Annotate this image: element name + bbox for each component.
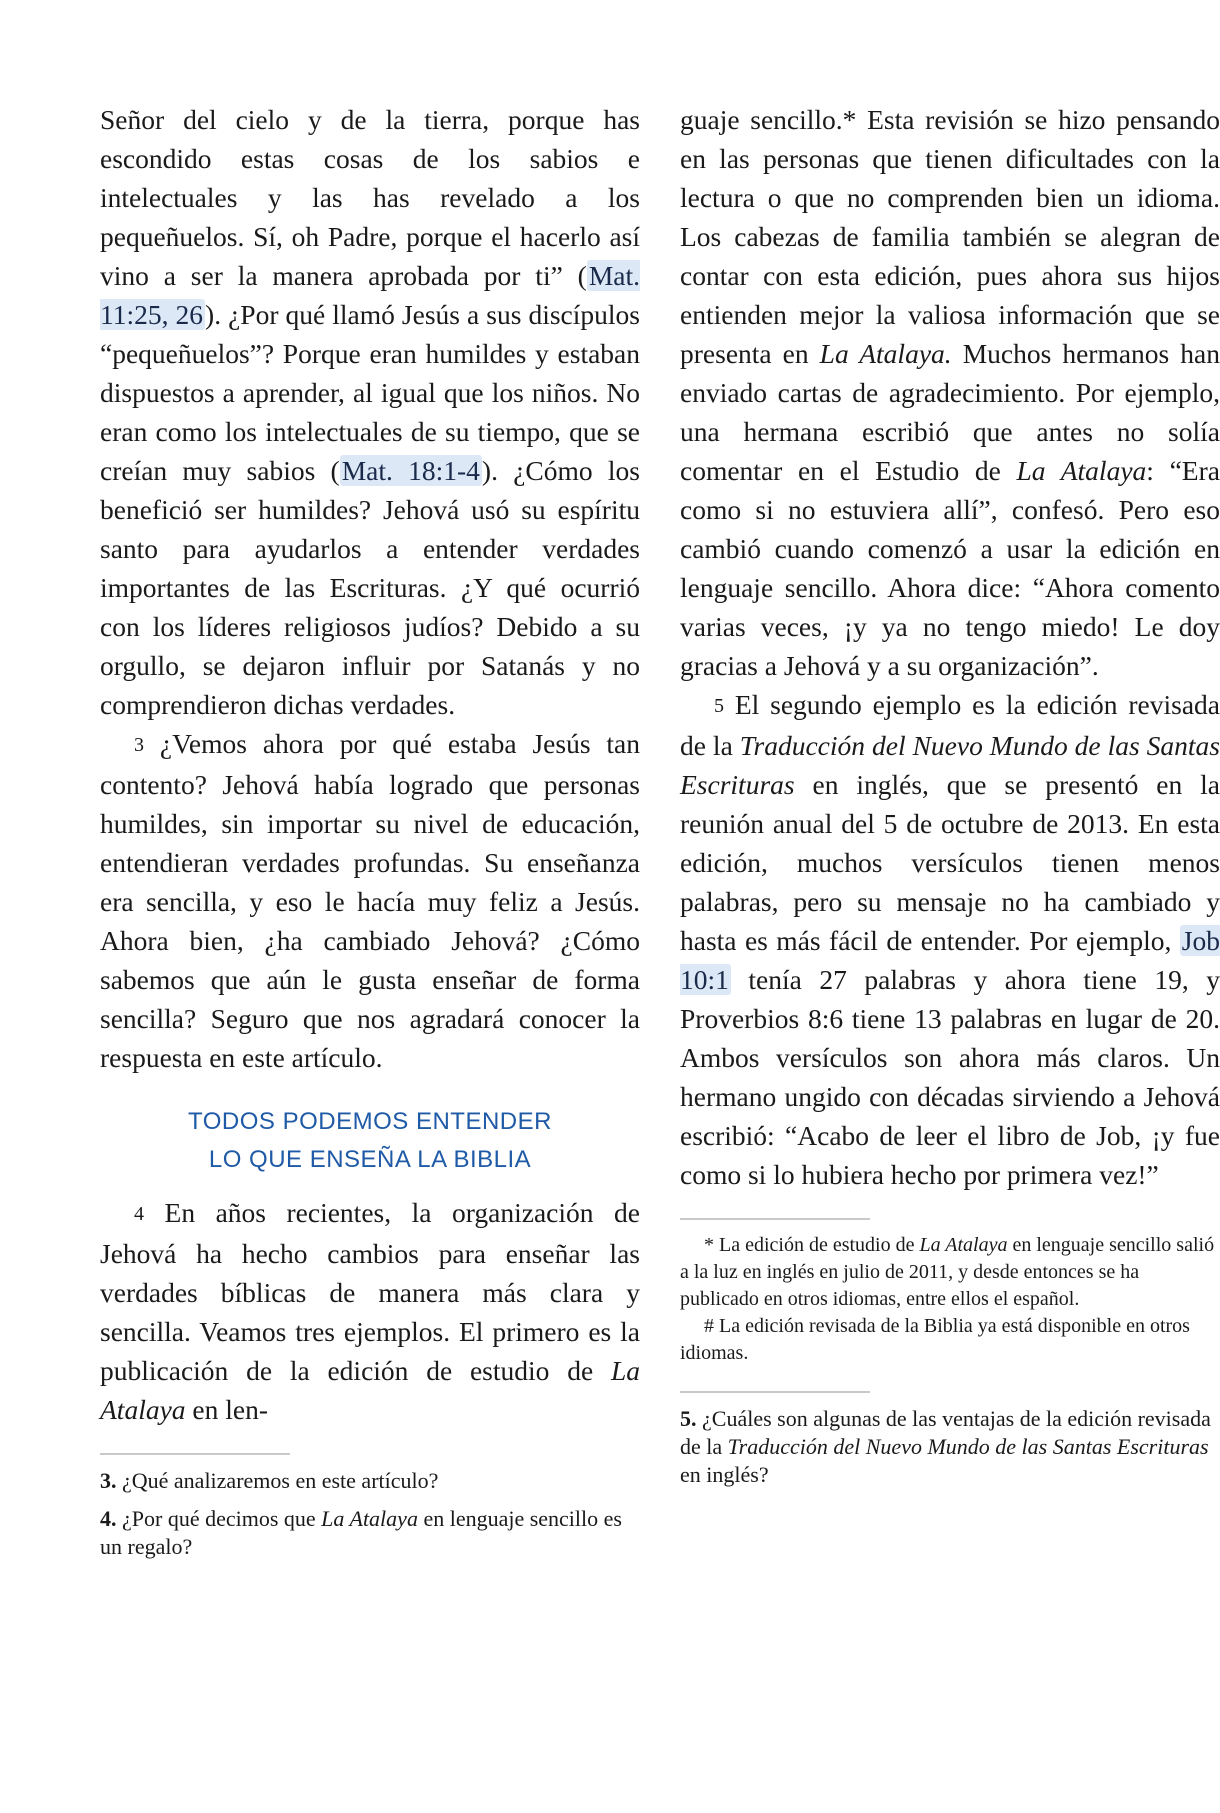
right-column: [680, 100, 1220, 1800]
footnote-1: * La edición de estudio de La Atalaya en lenguaje sencillo salió a la luz en inglés en julio de 2011, y desde entonces se ha publicado en otros idiomas, entre ellos el español.: [680, 1234, 1215, 1310]
scripture-link[interactable]: Job 10:1: [680, 925, 1220, 995]
divider: [680, 1218, 870, 1220]
paragraph-3: 3 ¿Vemos ahora por qué estaba Jesús tan contento? Jehová había logrado que personas humildes, sin importar su nivel de educación, entendieran verdades profundas. Su enseñanza era sencilla, y eso le hacía muy feliz a Jesús. Ahora bien, ¿ha cambiado Jehová? ¿Cómo sabemos que aún le gusta enseñar de forma sencilla? Seguro que nos agradará conocer la respuesta en este artículo.: [100, 728, 640, 1073]
scripture-link[interactable]: Mat. 18:1-4: [341, 455, 480, 486]
paragraph-4-continued: guaje sencillo.* Esta revisión se hizo pensando en las personas que tienen dificultades con la lectura o que no comprenden bien un idioma. Los cabezas de familia también se alegran de contar con esta edición, pues ahora sus hijos entienden mejor la valiosa información que se presenta en La Atalaya. Muchos hermanos han enviado cartas de agradecimiento. Por ejemplo, una hermana escribió que antes no solía comentar en el Estudio de La Atalaya: “Era como si no estuviera allí”, confesó. Pero eso cambió cuando comenzó a usar la edición en lenguaje sencillo. Ahora dice: “Ahora comento varias veces, ¡y ya no tengo miedo! Le doy gracias a Jehová y a su organización”.: [680, 104, 1220, 681]
right-column-inner: [680, 100, 1220, 1489]
scripture-link[interactable]: Mat. 11:25, 26: [100, 260, 640, 330]
divider: [680, 1391, 870, 1393]
study-question-4: 4. ¿Por qué decimos que La Atalaya en lenguaje sencillo es un regalo?: [100, 1506, 622, 1559]
paragraph-5: 5 El segundo ejemplo es la edición revisada de la Traducción del Nuevo Mundo de las Santas Escrituras en inglés, que se presentó en la reunión anual del 5 de octubre de 2013. En esta edición, muchos versículos tienen menos palabras, pero su mensaje no ha cambiado y hasta es más fácil de entender. Por ejemplo, Job 10:1 tenía 27 palabras y ahora tiene 19, y Proverbios 8:6 tiene 13 palabras en lugar de 20. Ambos versículos son ahora más claros. Un hermano ungido con décadas sirviendo a Jehová escribió: “Acabo de leer el libro de Job, ¡y fue como si lo hubiera hecho por primera vez!”: [680, 689, 1220, 1190]
section-heading: TODOS PODEMOS ENTENDER LO QUE ENSEÑA LA BIBLIA: [188, 1108, 552, 1173]
paragraph-number: 3: [134, 734, 144, 756]
paragraph-number: 5: [714, 695, 724, 717]
footnote-2: # La edición revisada de la Biblia ya está disponible en otros idiomas.: [680, 1315, 1190, 1364]
study-question-5: 5. ¿Cuáles son algunas de las ventajas de la edición revisada de la Traducción del Nuevo Mundo de las Santas Escrituras en inglés?: [680, 1406, 1211, 1487]
divider: [100, 1453, 290, 1455]
paragraph-number: 4: [134, 1203, 144, 1225]
left-column: [100, 100, 640, 1561]
study-question-3: 3. ¿Qué analizaremos en este artículo?: [100, 1468, 439, 1493]
paragraph-2: Señor del cielo y de la tierra, porque has escondido estas cosas de los sabios e intelectuales y las has revelado a los pequeñuelos. Sí, oh Padre, porque el hacerlo así vino a ser la manera aprobada por ti” (Mat. 11:25, 26). ¿Por qué llamó Jesús a sus discípulos “pequeñuelos”? Porque eran humildes y estaban dispuestos a aprender, al igual que los niños. No eran como los intelectuales de su tiempo, que se creían muy sabios (Mat. 18:1-4). ¿Cómo los benefició ser humildes? Jehová usó su espíritu santo para ayudarlos a entender verdades importantes de las Escrituras. ¿Y qué ocurrió con los líderes religiosos judíos? Debido a su orgullo, se dejaron influir por Satanás y no comprendieron dichas verdades.: [100, 104, 640, 720]
paragraph-4: 4 En años recientes, la organización de Jehová ha hecho cambios para enseñar las verdades bíblicas de manera más clara y sencilla. Veamos tres ejemplos. El primero es la publicación de la edición de estudio de La Atalaya en len-: [100, 1197, 640, 1425]
